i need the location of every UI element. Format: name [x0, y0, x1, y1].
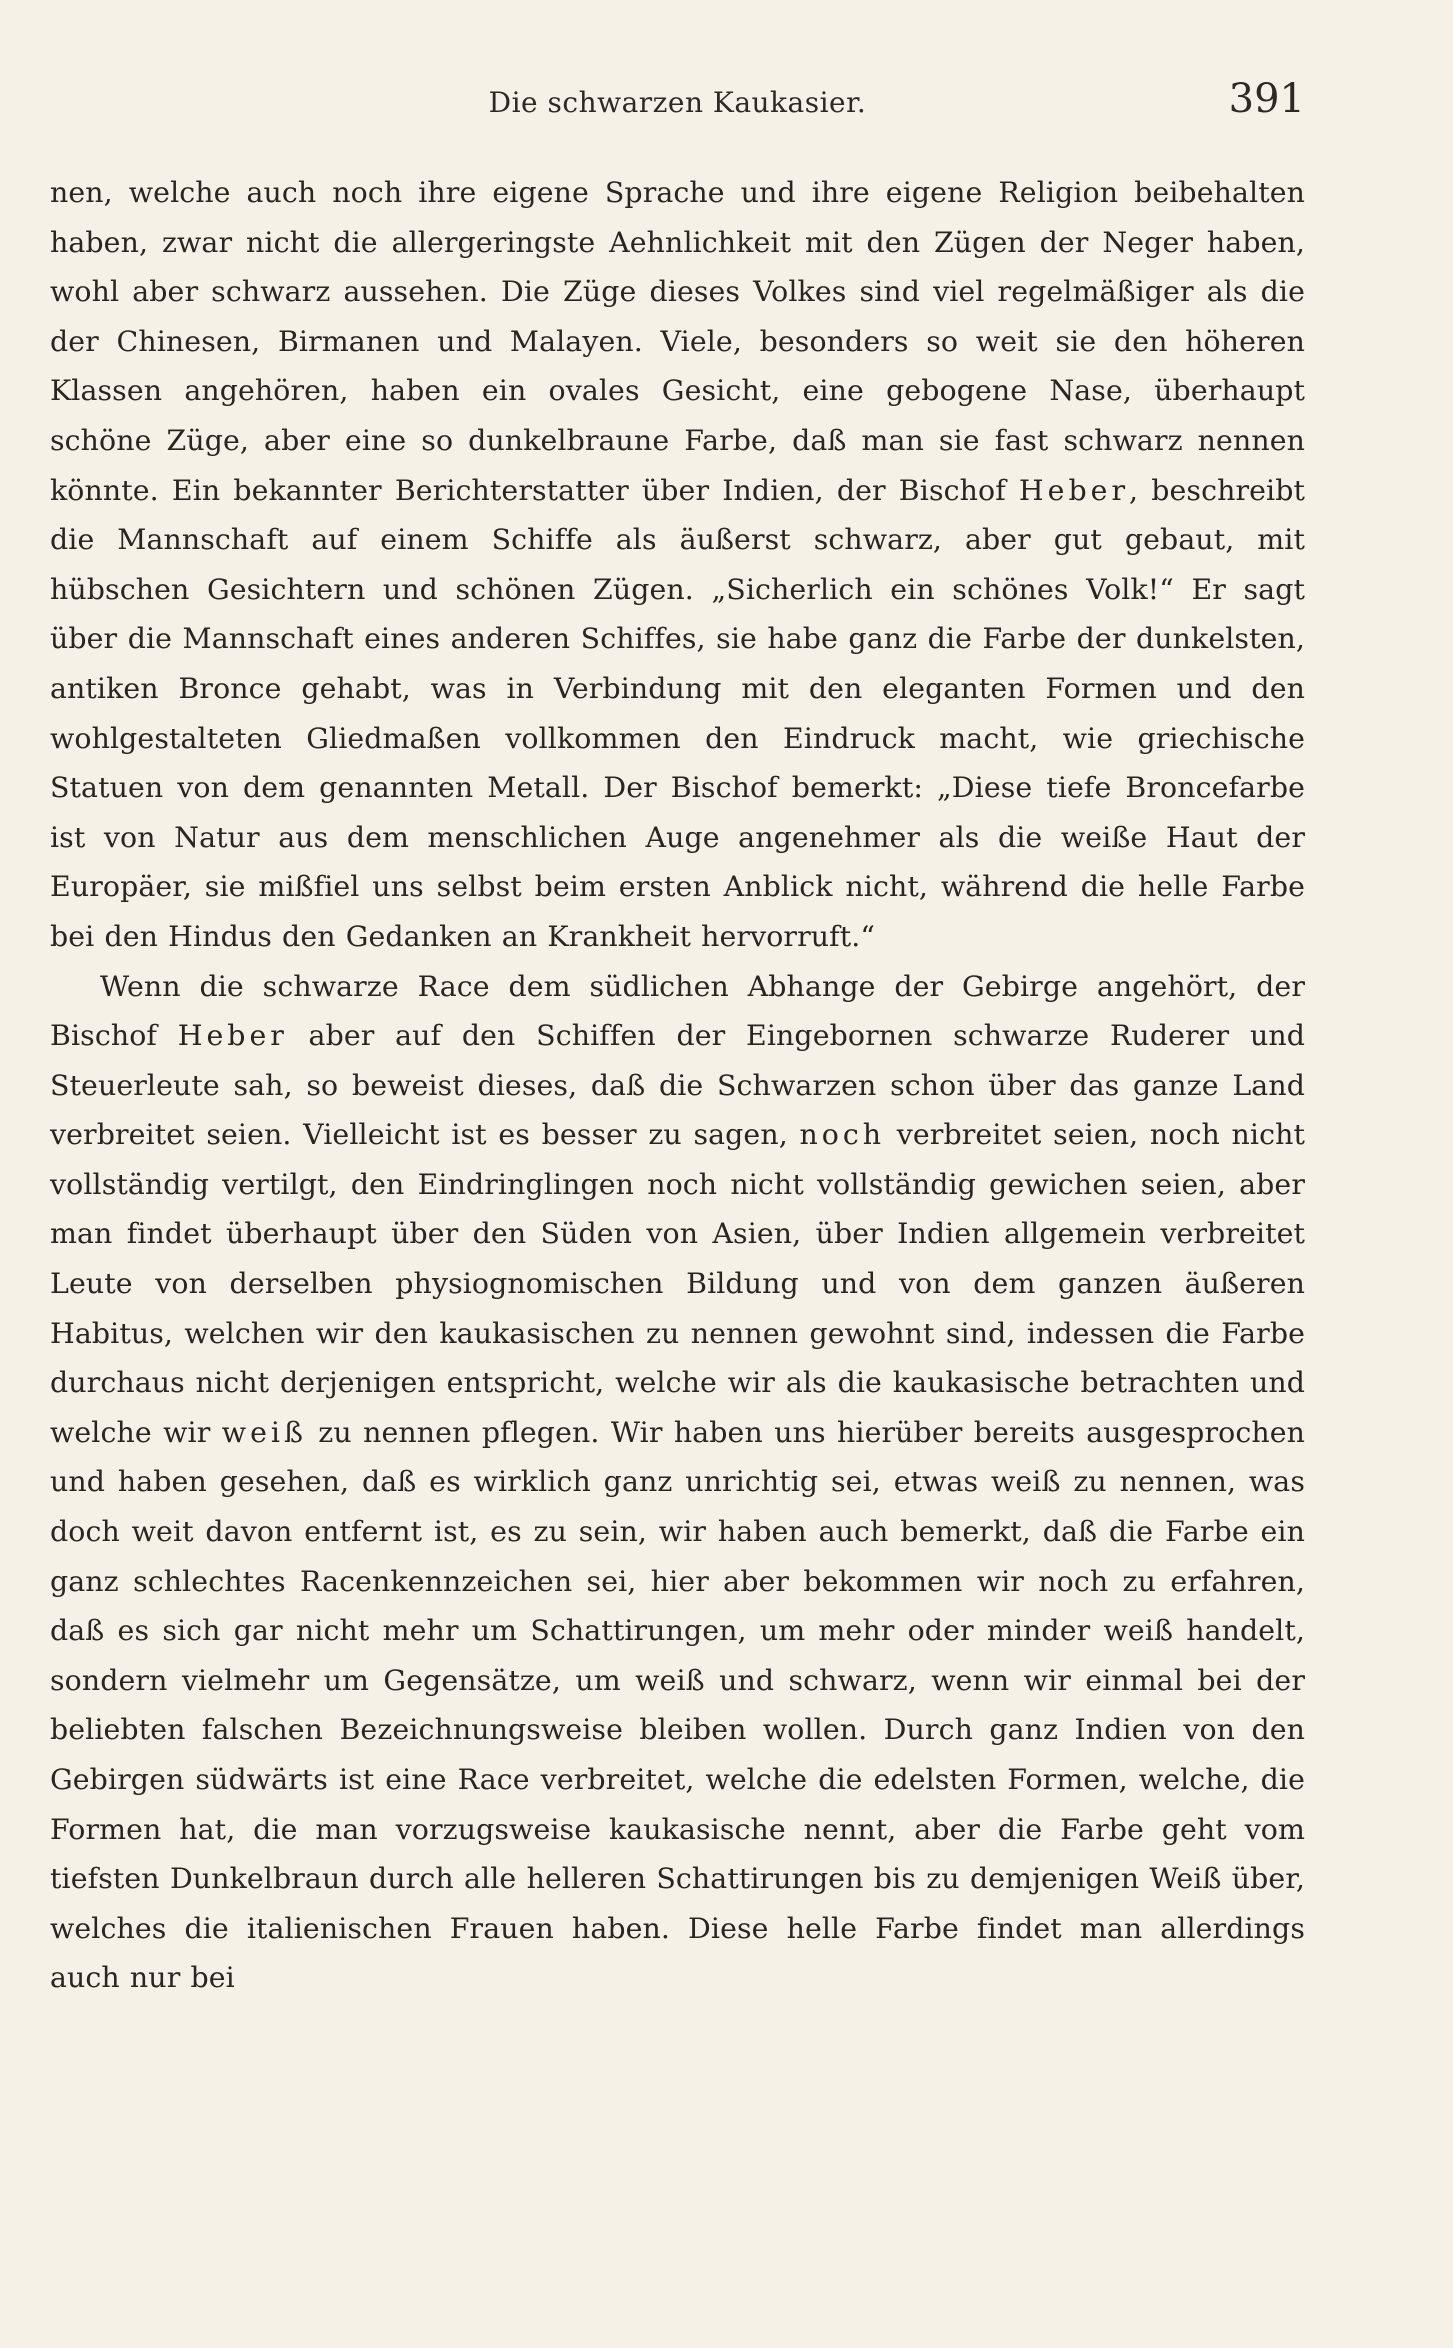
emphasized-word: noch [799, 1118, 886, 1152]
paragraph-text: aber auf den Schiffen der Eingebornen schwarze Ruderer und Steuerleute sah, so beweist dieses, daß die Schwarzen schon über das ganze Land verbreitet seien. Vielleicht ist es besser zu sagen, [50, 1019, 1305, 1152]
paragraph-text: nen, welche auch noch ihre eigene Sprache und ihre eigene Religion beibehalten haben, zwar nicht die allergeringste Aehnlichkeit mit den Zügen der Neger haben, wohl aber schwarz aussehen. Die Züge dieses Volkes sind viel regelmäßiger als die der Chinesen, Birmanen und Malayen. Viele, besonders so weit sie den höheren Klassen angehören, haben ein ovales Gesicht, eine gebogene Nase, überhaupt schöne Züge, aber eine so dunkelbraune Farbe, daß man sie fast schwarz nennen könnte. Ein bekannter Berichterstatter über Indien, der Bischof [50, 176, 1305, 507]
body-text [50, 168, 1305, 2003]
paragraph-1 [50, 168, 1305, 962]
paragraph-text: verbreitet seien, noch nicht vollständig vertilgt, den Eindringlingen noch nicht vollständig gewichen seien, aber man findet überhaupt über den Süden von Asien, über Indien allgemein verbreitet Leute von derselben physiognomischen Bildung und von dem ganzen äußeren Habitus, welchen wir den kaukasischen zu nennen gewohnt sind, indessen die Farbe durchaus nicht derjenigen entspricht, welche wir als die kaukasische betrachten und welche wir [50, 1118, 1305, 1449]
book-page [50, 70, 1305, 2003]
emphasized-name: Heber [177, 1019, 288, 1053]
paragraph-text: Wenn die schwarze Race dem südlichen Abhange der Gebirge angehört, der Bischof [50, 969, 1305, 1053]
paragraph-text: , beschreibt die Mannschaft auf einem Schiffe als äußerst schwarz, aber gut gebaut, mit hübschen Gesichtern und schönen Zügen. „Sicherlich ein schönes Volk!“ Er sagt über die Mannschaft eines anderen Schiffes, sie habe ganz die Farbe der dunkelsten, antiken Bronce gehabt, was in Verbindung mit den eleganten Formen und den wohlgestalteten Gliedmaßen vollkommen den Eindruck macht, wie griechische Statuen von dem genannten Metall. Der Bischof bemerkt: „Diese tiefe Broncefarbe ist von Natur aus dem menschlichen Auge angenehmer als die weiße Haut der Europäer, sie mißfiel uns selbst beim ersten Anblick nicht, während die helle Farbe bei den Hindus den Gedanken an Krankheit hervorruft.“ [50, 473, 1305, 953]
running-head [50, 70, 1305, 130]
running-title: Die schwarzen Kaukasier. [488, 86, 867, 119]
page-number: 391 [1228, 76, 1305, 122]
paragraph-2 [50, 962, 1305, 2003]
emphasized-word: weiß [221, 1415, 307, 1449]
emphasized-name: Heber [1018, 473, 1130, 507]
paragraph-text: zu nennen pflegen. Wir haben uns hierüber bereits ausgesprochen und haben gesehen, daß es wirklich ganz unrichtig sei, etwas weiß zu nennen, was doch weit davon entfernt ist, es zu sein, wir haben auch bemerkt, daß die Farbe ein ganz schlechtes Racenkennzeichen sei, hier aber bekommen wir noch zu erfahren, daß es sich gar nicht mehr um Schattirungen, um mehr oder minder weiß handelt, sondern vielmehr um Gegensätze, um weiß und schwarz, wenn wir einmal bei der beliebten falschen Bezeichnungsweise bleiben wollen. Durch ganz Indien von den Gebirgen südwärts ist eine Race verbreitet, welche die edelsten Formen, welche, die Formen hat, die man vorzugsweise kaukasische nennt, aber die Farbe geht vom tiefsten Dunkelbraun durch alle helleren Schattirungen bis zu demjenigen Weiß über, welches die italienischen Frauen haben. Diese helle Farbe findet man allerdings auch nur bei [50, 1415, 1305, 1995]
